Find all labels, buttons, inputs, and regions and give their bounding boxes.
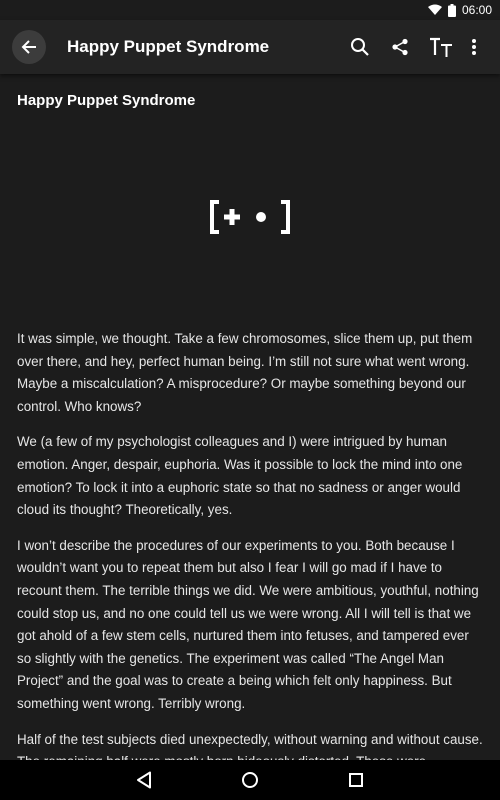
text-size-icon [428,36,454,58]
app-title: Happy Puppet Syndrome [67,37,270,56]
article-paragraph: Half of the test subjects died unexpectedly, without warning and without cause. [17,731,483,747]
nav-back-button[interactable] [134,770,154,790]
back-arrow-icon [21,39,37,55]
text-size-button[interactable] [428,35,454,59]
app-bar [0,20,500,74]
nav-back-icon [136,771,152,789]
article-paragraph: It was simple, we thought. Take a few chromosomes, slice them up, put them over there, and hey, perfect human being. I’m still not sure what went wrong. Maybe a miscalculation? A misprocedure? Or maybe something beyond our control. Who knows? [17,331,473,414]
battery-icon [448,4,456,17]
wifi-icon [428,4,442,16]
nav-recents-icon [348,772,364,788]
share-icon [391,38,409,56]
more-vert-icon [471,38,477,56]
nav-home-button[interactable] [240,770,260,790]
article-content[interactable] [0,74,500,760]
nav-recents-button[interactable] [346,770,366,790]
status-bar [0,0,500,20]
navigation-bar [0,760,500,800]
search-button[interactable] [348,35,372,59]
article-paragraph: We (a few of my psychologist colleagues and I) were intrigued by human emotion. Anger, despair, euphoria. Was it possible to lock the mind into one emotion? To lock it into a euphoric state so that no sadness or anger would cloud its thought? Theoretically, yes. [17,434,463,518]
article-paragraph: I won’t describe the procedures of our experiments to you. Both because I wouldn’t want you to repeat them but also I fear I will go mad if I have to recount them. The terrible things we did. We were ambitious, youthful, nothing could stop us, and no one could tell us we were wrong. All I will tell is that we got ahold of a few stem cells, nurtured them into fetuses, and tampered ever so slightly with the genetics. The experiment was called “The Angel Man Project” and the goal was to create a being which felt only happiness. But something went wrong. Terribly wrong. [17,537,479,711]
article-body [17,328,483,787]
logo-icon [210,201,290,233]
share-button[interactable] [388,35,412,59]
site-logo [210,201,290,233]
search-icon [350,37,370,57]
article-title: Happy Puppet Syndrome [17,92,196,109]
nav-home-icon [241,771,259,789]
status-time: 06:00 [461,3,492,17]
more-options-button[interactable] [464,35,484,59]
back-button[interactable] [12,30,46,64]
